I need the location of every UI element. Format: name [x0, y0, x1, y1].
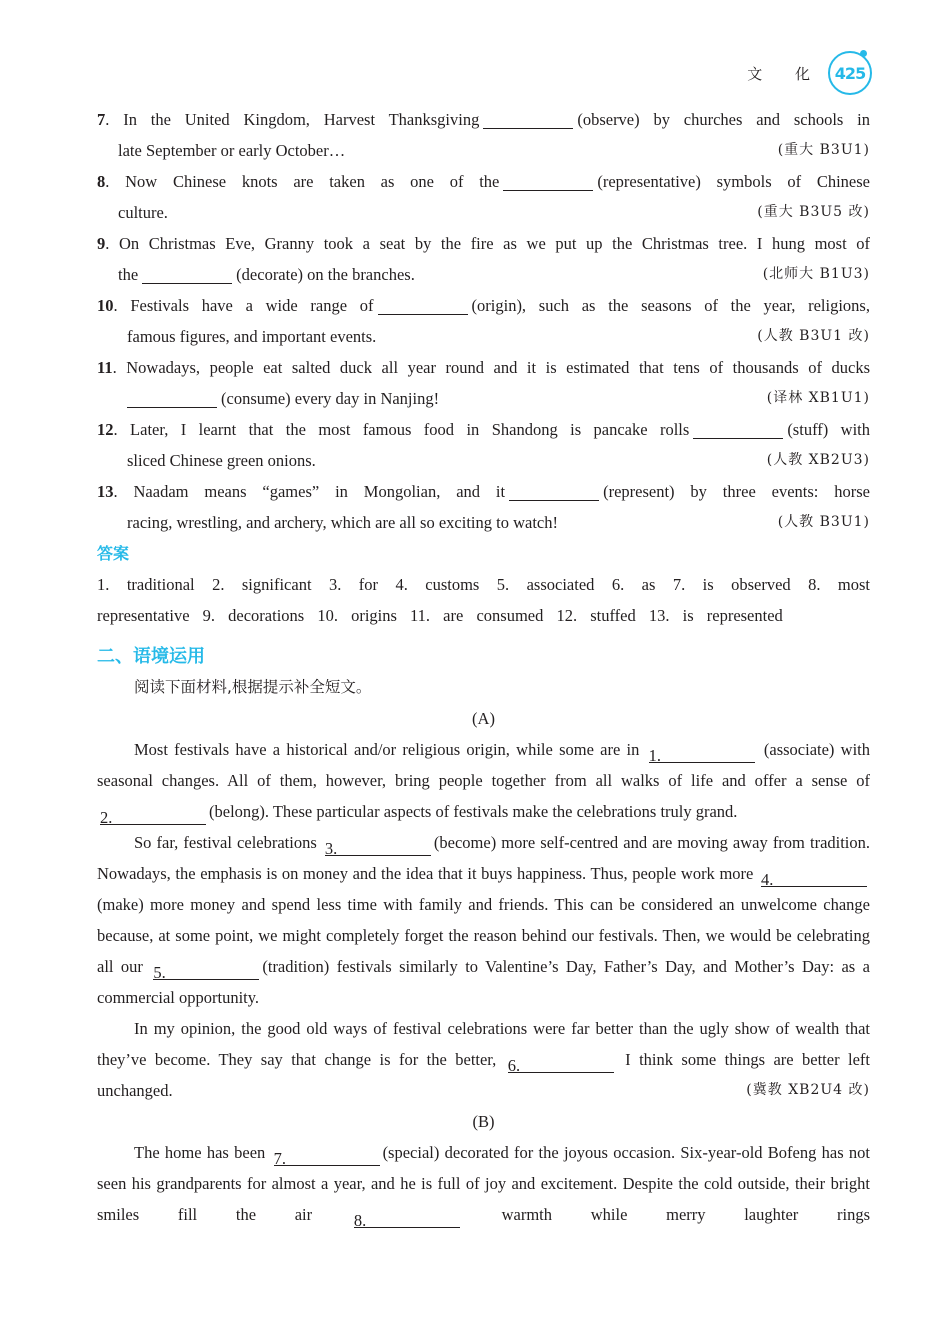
answer-blank[interactable]: 1. — [649, 740, 755, 763]
answer-blank[interactable] — [483, 110, 573, 129]
page-number: 425 — [834, 63, 866, 83]
question-text: (representative) symbols of Chinese — [597, 172, 871, 191]
answer-blank[interactable] — [378, 296, 468, 315]
question-text: sliced Chinese green onions. — [127, 451, 316, 470]
instruction: 阅读下面材料,根据提示补全短文。 — [134, 678, 372, 696]
passage-text: (associate) with seasonal changes. All of them, however, bring people together from all walks of life and offer a sense of — [97, 740, 870, 790]
question-number: 12 — [97, 420, 114, 439]
question-text: (origin), such as the seasons of the year, religions, — [471, 296, 870, 315]
question-text: the — [118, 265, 139, 284]
question-text: culture. — [118, 203, 168, 222]
passage-source: (冀教 XB2U4 改) — [746, 1082, 870, 1098]
answer-blank[interactable]: 7. — [274, 1143, 380, 1166]
answers-line-1: 1. traditional 2. significant 3. for 4. customs 5. associated 6. as 7. is observed 8. most — [97, 575, 870, 594]
answer-label: 答案 — [97, 544, 130, 563]
answer-blank[interactable] — [142, 265, 232, 284]
question-text: Now Chinese knots are taken as one of the — [125, 172, 500, 191]
passage-text: So far, festival celebrations — [134, 833, 317, 852]
passage-text: (special) decorated for the joyous occasion. Six-year-old Bofeng has not seen his grandparents for almost a year, and he is full of joy and excitement. Despite the cold outside, their bright smiles fill the air — [97, 1143, 871, 1224]
passage-b-label: (B) — [472, 1112, 495, 1131]
badge-dot-icon — [860, 50, 867, 57]
question-text: (observe) by churches and schools in — [577, 110, 871, 129]
question-text: Festivals have a wide range of — [130, 296, 374, 315]
answer-blank[interactable] — [693, 420, 783, 439]
question-text: (stuff) with — [787, 420, 870, 439]
answer-blank[interactable] — [127, 389, 217, 408]
passage-text: The home has been — [134, 1143, 266, 1162]
question-source: (重大 B3U5 改) — [757, 204, 870, 220]
answer-blank[interactable] — [509, 482, 599, 501]
answer-blank[interactable]: 3. — [325, 833, 431, 856]
page-number-badge — [828, 51, 872, 95]
page-header — [747, 50, 872, 96]
question-text: (represent) by three events: horse — [603, 482, 871, 501]
question-13: 13. Naadam means “games” in Mongolian, and it (represent) by three events: horse racing, wrestling, and archery, which are all so exciting to watch! (人教 B3U1) — [97, 476, 870, 538]
answer-blank[interactable]: 4. — [761, 864, 867, 887]
question-text: In the United Kingdom, Harvest Thanksgiving — [123, 110, 480, 129]
answer-blank[interactable]: 6. — [508, 1050, 614, 1073]
answer-blank[interactable]: 8. — [354, 1205, 460, 1228]
question-text: Later, I learnt that the most famous food in Shandong is pancake rolls — [130, 420, 690, 439]
passage-text: (tradition) festivals similarly to Valentine’s Day, Father’s Day, and Mother’s Day: as a commercial opportunity. — [97, 957, 870, 1007]
section-title: 二、语境运用 — [97, 646, 205, 667]
question-number: 9 — [97, 234, 106, 253]
passage-text: I think some things are better left unchanged. — [97, 1050, 870, 1100]
question-text: Nowadays, people eat salted duck all year round and it is estimated that tens of thousands of ducks — [126, 358, 870, 377]
question-source: (北师大 B1U3) — [762, 266, 870, 282]
passage-a — [97, 734, 870, 1106]
question-number: 11 — [97, 358, 113, 377]
passage-b — [97, 1137, 870, 1230]
question-text: Naadam means “games” in Mongolian, and it — [133, 482, 506, 501]
question-source: (人教 B3U1 改) — [757, 328, 870, 344]
question-source: (译林 XB1U1) — [766, 390, 870, 406]
answer-blank[interactable]: 5. — [153, 957, 259, 980]
question-8: 8. Now Chinese knots are taken as one of the (representative) symbols of Chinese culture. (重大 B3U5 改) — [97, 166, 870, 228]
question-9: 9. On Christmas Eve, Granny took a seat by the fire as we put up the Christmas tree. I hung most of the (decorate) on the branches. (北师大 B1U3) — [97, 228, 870, 290]
question-number: 7 — [97, 110, 106, 129]
question-12: 12. Later, I learnt that the most famous food in Shandong is pancake rolls (stuff) with sliced Chinese green onions. (人教 XB2U3) — [97, 414, 870, 476]
question-text: (consume) every day in Nanjing! — [221, 389, 440, 408]
passage-a-label: (A) — [472, 709, 495, 728]
question-number: 10 — [97, 296, 114, 315]
question-10: 10. Festivals have a wide range of (origin), such as the seasons of the year, religions, famous figures, and important events. (人教 B3U1 改) — [97, 290, 870, 352]
page-content — [97, 104, 870, 1230]
answer-blank[interactable]: 2. — [100, 802, 206, 825]
passage-text: (belong). These particular aspects of festivals make the celebrations truly grand. — [209, 802, 738, 821]
question-text: (decorate) on the branches. — [236, 265, 415, 284]
question-text: racing, wrestling, and archery, which are all so exciting to watch! — [127, 513, 558, 532]
passage-text: warmth while merry laughter rings — [501, 1205, 871, 1224]
question-text: late September or early October… — [118, 141, 346, 160]
question-text: On Christmas Eve, Granny took a seat by the fire as we put up the Christmas tree. I hung most of — [118, 234, 870, 253]
question-11: 11. Nowadays, people eat salted duck all year round and it is estimated that tens of thousands of ducks (consume) every day in Nanjing! (译林 XB1U1) — [97, 352, 870, 414]
question-7: 7. In the United Kingdom, Harvest Thanksgiving (observe) by churches and schools in late September or early October… (重大 B3U1) — [97, 104, 870, 166]
answer-blank[interactable] — [503, 172, 593, 191]
question-source: (重大 B3U1) — [777, 142, 870, 158]
question-number: 8 — [97, 172, 106, 191]
question-number: 13 — [97, 482, 114, 501]
question-source: (人教 B3U1) — [777, 514, 870, 530]
question-source: (人教 XB2U3) — [766, 452, 870, 468]
question-text: famous figures, and important events. — [127, 327, 377, 346]
header-title: 文 化 — [747, 64, 824, 83]
passage-text: Most festivals have a historical and/or religious origin, while some are in — [134, 740, 640, 759]
passage-text: (become) more self-centred and are moving away from tradition. Nowadays, the emphasis is on money and the idea that it buys happiness. Thus, people work more — [97, 833, 871, 883]
answers-line-2: representative 9. decorations 10. origins 11. are consumed 12. stuffed 13. is represented — [97, 606, 783, 625]
passage-text: In my opinion, the good old ways of festival celebrations were far better than the ugly show of wealth that they’ve become. They say that change is for the better, — [97, 1019, 870, 1069]
passage-text: (make) more money and spend less time with family and friends. This can be considered an unwelcome change because, at some point, we might completely forget the reason behind our festivals. Then, we would be celebrating all our — [97, 895, 870, 976]
